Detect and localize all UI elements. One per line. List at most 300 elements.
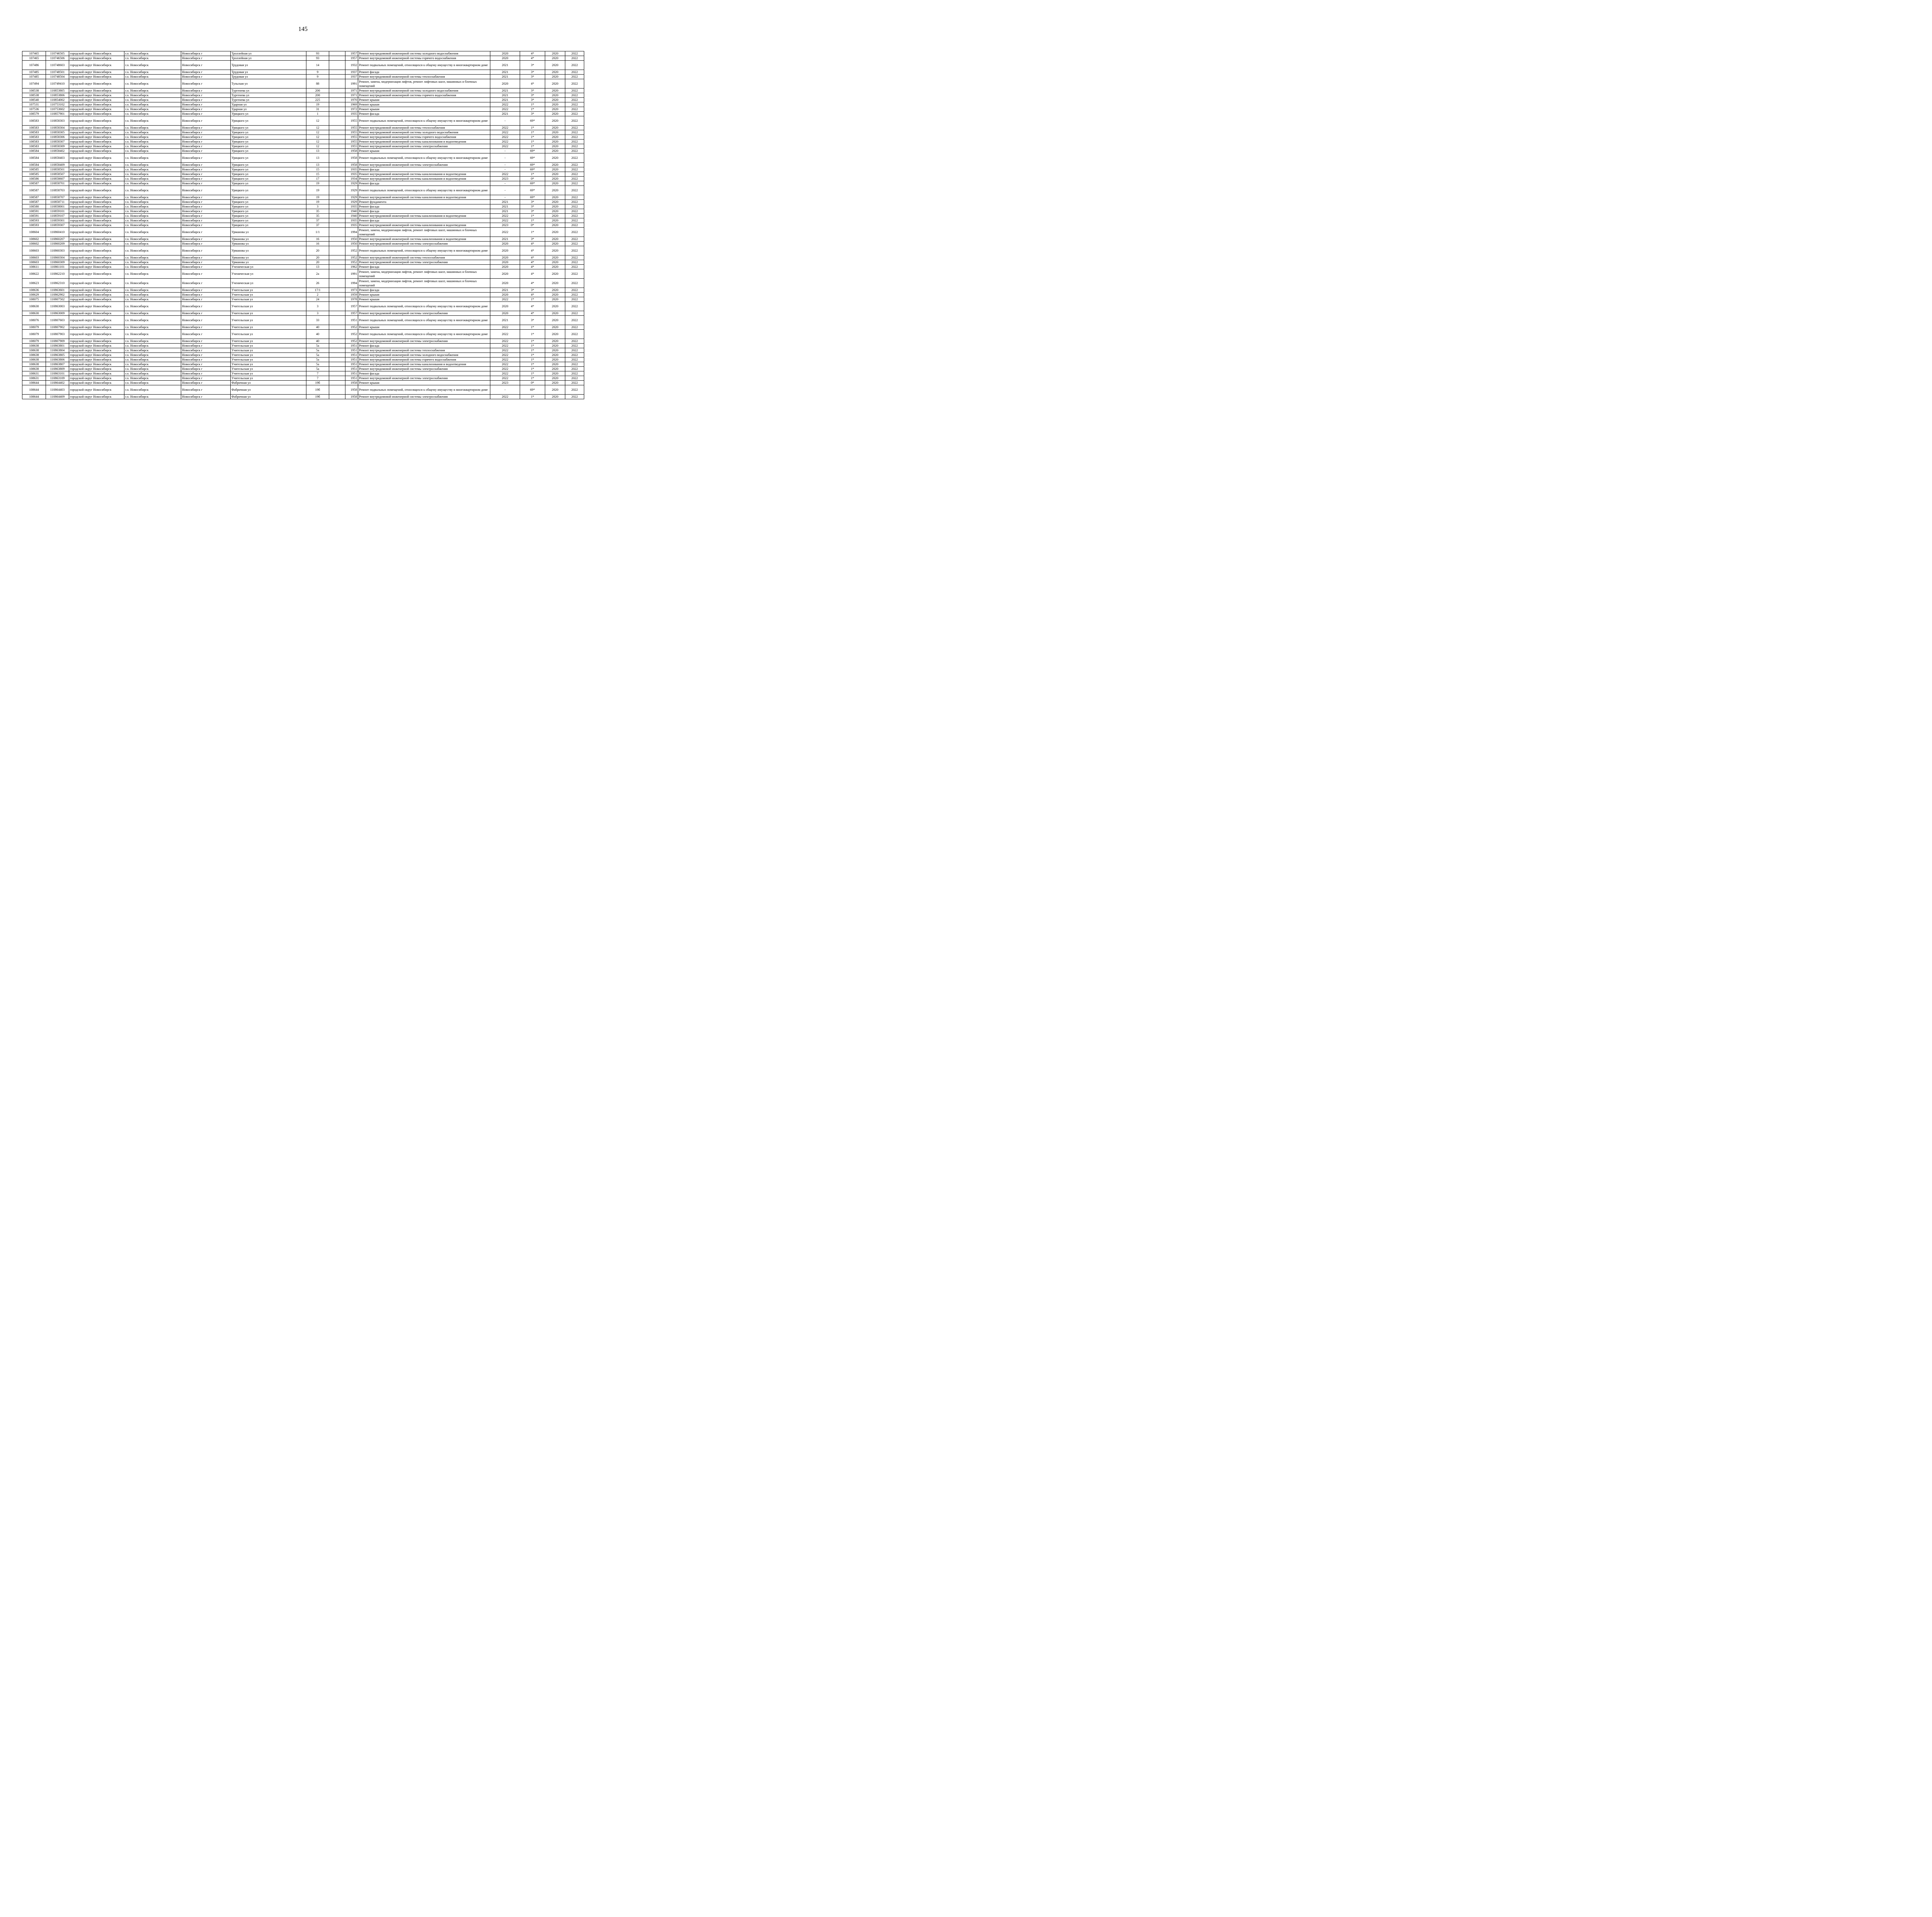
- work-id-cell: 110860304: [46, 255, 69, 260]
- work-id-cell: 110860309: [46, 260, 69, 265]
- period-start-cell: 2020: [545, 140, 565, 144]
- district-cell: городской округ Новосибирск: [69, 79, 124, 89]
- year-built-cell: 1951: [345, 367, 358, 371]
- priority-cell: 1*: [520, 297, 545, 302]
- municipality-cell: г.о. Новосибирск: [124, 209, 181, 214]
- house-number-cell: 19б: [306, 385, 329, 395]
- building-cell: [329, 269, 345, 279]
- house-number-cell: 12: [306, 116, 329, 126]
- object-id-cell: 107485: [22, 75, 46, 79]
- object-id-cell: 108622: [22, 269, 46, 279]
- district-cell: городской округ Новосибирск: [69, 353, 124, 358]
- period-end-cell: 2022: [565, 135, 584, 140]
- house-number-cell: 9: [306, 75, 329, 79]
- house-number-cell: 2а: [306, 269, 329, 279]
- period-end-cell: 2022: [565, 362, 584, 367]
- locality-cell: Новосибирск г: [181, 214, 231, 218]
- work-type-cell: Ремонт внутридомовой инженерной системы электроснабжения: [358, 242, 490, 246]
- object-id-cell: 108644: [22, 385, 46, 395]
- table-row: [22, 269, 584, 279]
- work-type-cell: Ремонт внутридомовой инженерной системы канализования и водоотведения: [358, 214, 490, 218]
- work-id-cell: 110807603: [46, 316, 69, 325]
- building-cell: [329, 214, 345, 218]
- work-id-cell: 110862902: [46, 293, 69, 297]
- work-id-cell: 110746505: [46, 51, 69, 56]
- locality-cell: Новосибирск г: [181, 297, 231, 302]
- period-end-cell: 2022: [565, 293, 584, 297]
- period-start-cell: 2020: [545, 237, 565, 242]
- work-id-cell: 110807502: [46, 297, 69, 302]
- planned-year-cell: 2020: [490, 255, 520, 260]
- work-type-cell: Ремонт внутридомовой инженерной системы холодного водоснабжения: [358, 89, 490, 93]
- building-cell: [329, 167, 345, 172]
- period-end-cell: 2022: [565, 116, 584, 126]
- house-number-cell: 5а: [306, 362, 329, 367]
- street-cell: Троллейная ул: [231, 56, 306, 61]
- table-row: [22, 293, 584, 297]
- municipality-cell: г.о. Новосибирск: [124, 181, 181, 186]
- work-type-cell: Ремонт внутридомовой инженерной системы электроснабжения: [358, 339, 490, 344]
- period-start-cell: 2020: [545, 51, 565, 56]
- table-row: [22, 362, 584, 367]
- house-number-cell: 5а: [306, 358, 329, 362]
- house-number-cell: 12: [306, 135, 329, 140]
- period-end-cell: 2022: [565, 112, 584, 116]
- priority-cell: 4*: [520, 242, 545, 246]
- work-id-cell: 110753102: [46, 102, 69, 107]
- district-cell: городской округ Новосибирск: [69, 186, 124, 195]
- district-cell: городской округ Новосибирск: [69, 288, 124, 293]
- planned-year-cell: 2020: [490, 311, 520, 316]
- year-built-cell: 1955: [345, 140, 358, 144]
- period-end-cell: 2022: [565, 265, 584, 269]
- work-type-cell: Ремонт внутридомовой инженерной системы теплоснабжения: [358, 348, 490, 353]
- house-number-cell: 35: [306, 209, 329, 214]
- priority-cell: 4*: [520, 56, 545, 61]
- house-number-cell: 20: [306, 246, 329, 255]
- year-built-cell: 1952: [345, 260, 358, 265]
- object-id-cell: 108630: [22, 311, 46, 316]
- table-row: [22, 98, 584, 102]
- object-id-cell: 108603: [22, 246, 46, 255]
- object-id-cell: 108587: [22, 181, 46, 186]
- period-start-cell: 2020: [545, 130, 565, 135]
- work-type-cell: Ремонт фасада: [358, 218, 490, 223]
- planned-year-cell: -: [490, 167, 520, 172]
- house-number-cell: 225: [306, 98, 329, 102]
- priority-cell: 3*: [520, 75, 545, 79]
- period-end-cell: 2022: [565, 381, 584, 385]
- work-type-cell: Ремонт внутридомовой инженерной системы теплоснабжения: [358, 75, 490, 79]
- object-id-cell: 108603: [22, 260, 46, 265]
- street-cell: Учительская ул: [231, 371, 306, 376]
- street-cell: Урицкого ул: [231, 116, 306, 126]
- table-row: [22, 297, 584, 302]
- locality-cell: Новосибирск г: [181, 358, 231, 362]
- work-id-cell: 110863807: [46, 362, 69, 367]
- period-start-cell: 2020: [545, 288, 565, 293]
- work-id-cell: 110853806: [46, 93, 69, 98]
- year-built-cell: 1951: [345, 348, 358, 353]
- house-number-cell: 2: [306, 293, 329, 297]
- object-id-cell: 107536: [22, 107, 46, 112]
- street-cell: Урицкого ул: [231, 144, 306, 149]
- priority-cell: 4*: [520, 302, 545, 311]
- building-cell: [329, 260, 345, 265]
- priority-cell: 1*: [520, 135, 545, 140]
- street-cell: Учительская ул: [231, 311, 306, 316]
- municipality-cell: г.о. Новосибирск: [124, 293, 181, 297]
- house-number-cell: 5а: [306, 367, 329, 371]
- planned-year-cell: -: [490, 385, 520, 395]
- planned-year-cell: 2022: [490, 339, 520, 344]
- municipality-cell: г.о. Новосибирск: [124, 126, 181, 130]
- house-number-cell: 15: [306, 167, 329, 172]
- work-id-cell: 110858307: [46, 140, 69, 144]
- period-start-cell: 2020: [545, 311, 565, 316]
- priority-cell: 69*: [520, 195, 545, 200]
- municipality-cell: г.о. Новосибирск: [124, 153, 181, 163]
- street-cell: Троллейная ул: [231, 51, 306, 56]
- district-cell: городской округ Новосибирск: [69, 325, 124, 330]
- house-number-cell: 88: [306, 79, 329, 89]
- object-id-cell: 108079: [22, 339, 46, 344]
- period-start-cell: 2020: [545, 56, 565, 61]
- work-type-cell: Ремонт внутридомовой инженерной системы электроснабжения: [358, 163, 490, 167]
- work-id-cell: 110857901: [46, 112, 69, 116]
- object-id-cell: 108580: [22, 204, 46, 209]
- planned-year-cell: 2021: [490, 61, 520, 70]
- street-cell: Урицкого ул: [231, 200, 306, 204]
- period-start-cell: 2020: [545, 107, 565, 112]
- locality-cell: Новосибирск г: [181, 302, 231, 311]
- work-type-cell: Ремонт крыши: [358, 325, 490, 330]
- district-cell: городской округ Новосибирск: [69, 177, 124, 181]
- locality-cell: Новосибирск г: [181, 89, 231, 93]
- municipality-cell: г.о. Новосибирск: [124, 107, 181, 112]
- work-type-cell: Ремонт, замена, модернизация лифтов, ремонт лифтовых шахт, машинных и блочных помещений: [358, 279, 490, 288]
- locality-cell: Новосибирск г: [181, 204, 231, 209]
- work-type-cell: Ремонт фасада: [358, 265, 490, 269]
- district-cell: городской округ Новосибирск: [69, 172, 124, 177]
- district-cell: городской округ Новосибирск: [69, 153, 124, 163]
- house-number-cell: 93: [306, 51, 329, 56]
- planned-year-cell: 2023: [490, 177, 520, 181]
- locality-cell: Новосибирск г: [181, 167, 231, 172]
- planned-year-cell: 2023: [490, 381, 520, 385]
- period-end-cell: 2022: [565, 316, 584, 325]
- municipality-cell: г.о. Новосибирск: [124, 395, 181, 399]
- table-row: [22, 172, 584, 177]
- house-number-cell: 12: [306, 140, 329, 144]
- municipality-cell: г.о. Новосибирск: [124, 279, 181, 288]
- district-cell: городской округ Новосибирск: [69, 348, 124, 353]
- municipality-cell: г.о. Новосибирск: [124, 61, 181, 70]
- building-cell: [329, 246, 345, 255]
- street-cell: Учительская ул: [231, 325, 306, 330]
- district-cell: городской округ Новосибирск: [69, 181, 124, 186]
- building-cell: [329, 130, 345, 135]
- building-cell: [329, 381, 345, 385]
- year-built-cell: 1955: [345, 144, 358, 149]
- building-cell: [329, 371, 345, 376]
- building-cell: [329, 311, 345, 316]
- table-row: [22, 214, 584, 218]
- priority-cell: 1*: [520, 214, 545, 218]
- street-cell: Урицкого ул: [231, 204, 306, 209]
- building-cell: [329, 376, 345, 381]
- locality-cell: Новосибирск г: [181, 107, 231, 112]
- planned-year-cell: 2021: [490, 70, 520, 75]
- work-id-cell: 110858607: [46, 177, 69, 181]
- district-cell: городской округ Новосибирск: [69, 297, 124, 302]
- object-id-cell: 108583: [22, 135, 46, 140]
- building-cell: [329, 302, 345, 311]
- priority-cell: 3*: [520, 288, 545, 293]
- table-row: [22, 126, 584, 130]
- planned-year-cell: 2021: [490, 316, 520, 325]
- work-id-cell: 110753602: [46, 107, 69, 112]
- municipality-cell: г.о. Новосибирск: [124, 297, 181, 302]
- period-end-cell: 2022: [565, 75, 584, 79]
- locality-cell: Новосибирск г: [181, 218, 231, 223]
- street-cell: Ударная ул: [231, 107, 306, 112]
- priority-cell: 1*: [520, 144, 545, 149]
- work-type-cell: Ремонт внутридомовой инженерной системы холодного водоснабжения: [358, 353, 490, 358]
- work-type-cell: Ремонт крыши: [358, 98, 490, 102]
- period-start-cell: 2020: [545, 228, 565, 237]
- work-id-cell: 110863601: [46, 288, 69, 293]
- year-built-cell: 1937: [345, 75, 358, 79]
- table-row: [22, 61, 584, 70]
- year-built-cell: 1950: [345, 237, 358, 242]
- district-cell: городской округ Новосибирск: [69, 89, 124, 93]
- object-id-cell: 107531: [22, 102, 46, 107]
- planned-year-cell: -: [490, 186, 520, 195]
- period-start-cell: 2020: [545, 302, 565, 311]
- table-row: [22, 330, 584, 339]
- period-start-cell: 2020: [545, 112, 565, 116]
- district-cell: городской округ Новосибирск: [69, 242, 124, 246]
- work-id-cell: 110863809: [46, 367, 69, 371]
- object-id-cell: 108587: [22, 200, 46, 204]
- period-start-cell: 2020: [545, 242, 565, 246]
- priority-cell: 3*: [520, 98, 545, 102]
- year-built-cell: 1951: [345, 353, 358, 358]
- planned-year-cell: 2022: [490, 102, 520, 107]
- locality-cell: Новосибирск г: [181, 149, 231, 153]
- table-row: [22, 181, 584, 186]
- district-cell: городской округ Новосибирск: [69, 358, 124, 362]
- planned-year-cell: -: [490, 153, 520, 163]
- priority-cell: 69*: [520, 385, 545, 395]
- table-row: [22, 344, 584, 348]
- district-cell: городской округ Новосибирск: [69, 98, 124, 102]
- year-built-cell: 1971: [345, 93, 358, 98]
- house-number-cell: 20: [306, 260, 329, 265]
- work-type-cell: Ремонт подвальных помещений, относящихся к общему имуществу в многоквартирном доме: [358, 116, 490, 126]
- period-end-cell: 2022: [565, 367, 584, 371]
- work-type-cell: Ремонт крыши: [358, 107, 490, 112]
- work-type-cell: Ремонт фасада: [358, 181, 490, 186]
- building-cell: [329, 279, 345, 288]
- municipality-cell: г.о. Новосибирск: [124, 79, 181, 89]
- district-cell: городской округ Новосибирск: [69, 228, 124, 237]
- municipality-cell: г.о. Новосибирск: [124, 70, 181, 75]
- priority-cell: 1*: [520, 367, 545, 371]
- building-cell: [329, 177, 345, 181]
- work-id-cell: 110858403: [46, 153, 69, 163]
- priority-cell: 69*: [520, 167, 545, 172]
- district-cell: городской округ Новосибирск: [69, 116, 124, 126]
- table-row: [22, 107, 584, 112]
- municipality-cell: г.о. Новосибирск: [124, 246, 181, 255]
- period-start-cell: 2020: [545, 79, 565, 89]
- work-type-cell: Ремонт фасада: [358, 209, 490, 214]
- table-row: [22, 209, 584, 214]
- period-end-cell: 2022: [565, 204, 584, 209]
- period-start-cell: 2020: [545, 204, 565, 209]
- locality-cell: Новосибирск г: [181, 293, 231, 297]
- priority-cell: 1*: [520, 358, 545, 362]
- table-row: [22, 237, 584, 242]
- work-id-cell: 110863805: [46, 353, 69, 358]
- work-id-cell: 110859101: [46, 209, 69, 214]
- district-cell: городской округ Новосибирск: [69, 293, 124, 297]
- work-type-cell: Ремонт подвальных помещений, относящихся к общему имуществу в многоквартирном доме: [358, 302, 490, 311]
- year-built-cell: 1955: [345, 116, 358, 126]
- locality-cell: Новосибирск г: [181, 56, 231, 61]
- locality-cell: Новосибирск г: [181, 255, 231, 260]
- street-cell: Урицкого ул: [231, 126, 306, 130]
- work-type-cell: Ремонт внутридомовой инженерной системы канализования и водоотведения: [358, 172, 490, 177]
- period-start-cell: 2020: [545, 358, 565, 362]
- locality-cell: Новосибирск г: [181, 116, 231, 126]
- district-cell: городской округ Новосибирск: [69, 204, 124, 209]
- work-type-cell: Ремонт подвальных помещений, относящихся к общему имуществу в многоквартирном доме: [358, 316, 490, 325]
- street-cell: Урицкого ул: [231, 177, 306, 181]
- period-start-cell: 2020: [545, 61, 565, 70]
- district-cell: городской округ Новосибирск: [69, 339, 124, 344]
- municipality-cell: г.о. Новосибирск: [124, 237, 181, 242]
- planned-year-cell: 2022: [490, 330, 520, 339]
- object-id-cell: 108630: [22, 302, 46, 311]
- house-number-cell: 200: [306, 89, 329, 93]
- building-cell: [329, 140, 345, 144]
- work-id-cell: 110860303: [46, 246, 69, 255]
- table-row: [22, 195, 584, 200]
- object-id-cell: 108591: [22, 214, 46, 218]
- building-cell: [329, 385, 345, 395]
- table-row: [22, 70, 584, 75]
- period-end-cell: 2022: [565, 376, 584, 381]
- street-cell: Учительская ул: [231, 376, 306, 381]
- street-cell: Учительская ул: [231, 330, 306, 339]
- municipality-cell: г.о. Новосибирск: [124, 163, 181, 167]
- building-cell: [329, 126, 345, 130]
- planned-year-cell: 2022: [490, 367, 520, 371]
- period-end-cell: 2022: [565, 302, 584, 311]
- priority-cell: 4*: [520, 51, 545, 56]
- building-cell: [329, 218, 345, 223]
- district-cell: городской округ Новосибирск: [69, 367, 124, 371]
- period-end-cell: 2022: [565, 385, 584, 395]
- district-cell: городской округ Новосибирск: [69, 237, 124, 242]
- period-start-cell: 2020: [545, 153, 565, 163]
- street-cell: Учительская ул: [231, 339, 306, 344]
- year-built-cell: 1991: [345, 269, 358, 279]
- period-start-cell: 2020: [545, 385, 565, 395]
- municipality-cell: г.о. Новосибирск: [124, 75, 181, 79]
- locality-cell: Новосибирск г: [181, 344, 231, 348]
- work-id-cell: 110861101: [46, 265, 69, 269]
- object-id-cell: 108593: [22, 218, 46, 223]
- object-id-cell: 107465: [22, 51, 46, 56]
- period-start-cell: 2020: [545, 135, 565, 140]
- municipality-cell: г.о. Новосибирск: [124, 130, 181, 135]
- house-number-cell: 19: [306, 200, 329, 204]
- planned-year-cell: 2021: [490, 237, 520, 242]
- district-cell: городской округ Новосибирск: [69, 61, 124, 70]
- street-cell: Урицкого ул: [231, 186, 306, 195]
- planned-year-cell: 2022: [490, 126, 520, 130]
- priority-cell: 0*: [520, 177, 545, 181]
- work-id-cell: 110863804: [46, 348, 69, 353]
- building-cell: [329, 204, 345, 209]
- work-id-cell: 110862210: [46, 269, 69, 279]
- period-end-cell: 2022: [565, 79, 584, 89]
- work-id-cell: 110748501: [46, 70, 69, 75]
- priority-cell: 1*: [520, 102, 545, 107]
- period-start-cell: 2020: [545, 376, 565, 381]
- period-end-cell: 2022: [565, 181, 584, 186]
- object-id-cell: 107494: [22, 79, 46, 89]
- priority-cell: 4*: [520, 311, 545, 316]
- period-start-cell: 2020: [545, 218, 565, 223]
- locality-cell: Новосибирск г: [181, 385, 231, 395]
- planned-year-cell: 2021: [490, 89, 520, 93]
- year-built-cell: 1973: [345, 288, 358, 293]
- district-cell: городской округ Новосибирск: [69, 265, 124, 269]
- priority-cell: 3*: [520, 316, 545, 325]
- street-cell: Учительская ул: [231, 302, 306, 311]
- street-cell: Фабричная ул: [231, 385, 306, 395]
- street-cell: Фабричная ул: [231, 381, 306, 385]
- period-start-cell: 2020: [545, 353, 565, 358]
- work-id-cell: 110807909: [46, 339, 69, 344]
- priority-cell: 69*: [520, 153, 545, 163]
- locality-cell: Новосибирск г: [181, 172, 231, 177]
- locality-cell: Новосибирск г: [181, 75, 231, 79]
- planned-year-cell: 2020: [490, 56, 520, 61]
- work-type-cell: Ремонт внутридомовой инженерной системы канализования и водоотведения: [358, 237, 490, 242]
- period-end-cell: 2022: [565, 348, 584, 353]
- building-cell: [329, 395, 345, 399]
- object-id-cell: 108540: [22, 98, 46, 102]
- planned-year-cell: 2022: [490, 395, 520, 399]
- house-number-cell: 17/1: [306, 288, 329, 293]
- work-type-cell: Ремонт внутридомовой инженерной системы горячего водоснабжения: [358, 56, 490, 61]
- building-cell: [329, 297, 345, 302]
- locality-cell: Новосибирск г: [181, 381, 231, 385]
- period-start-cell: 2020: [545, 246, 565, 255]
- building-cell: [329, 339, 345, 344]
- period-start-cell: 2020: [545, 255, 565, 260]
- district-cell: городской округ Новосибирск: [69, 200, 124, 204]
- locality-cell: Новосибирск г: [181, 177, 231, 181]
- work-type-cell: Ремонт фасада: [358, 112, 490, 116]
- object-id-cell: 108623: [22, 279, 46, 288]
